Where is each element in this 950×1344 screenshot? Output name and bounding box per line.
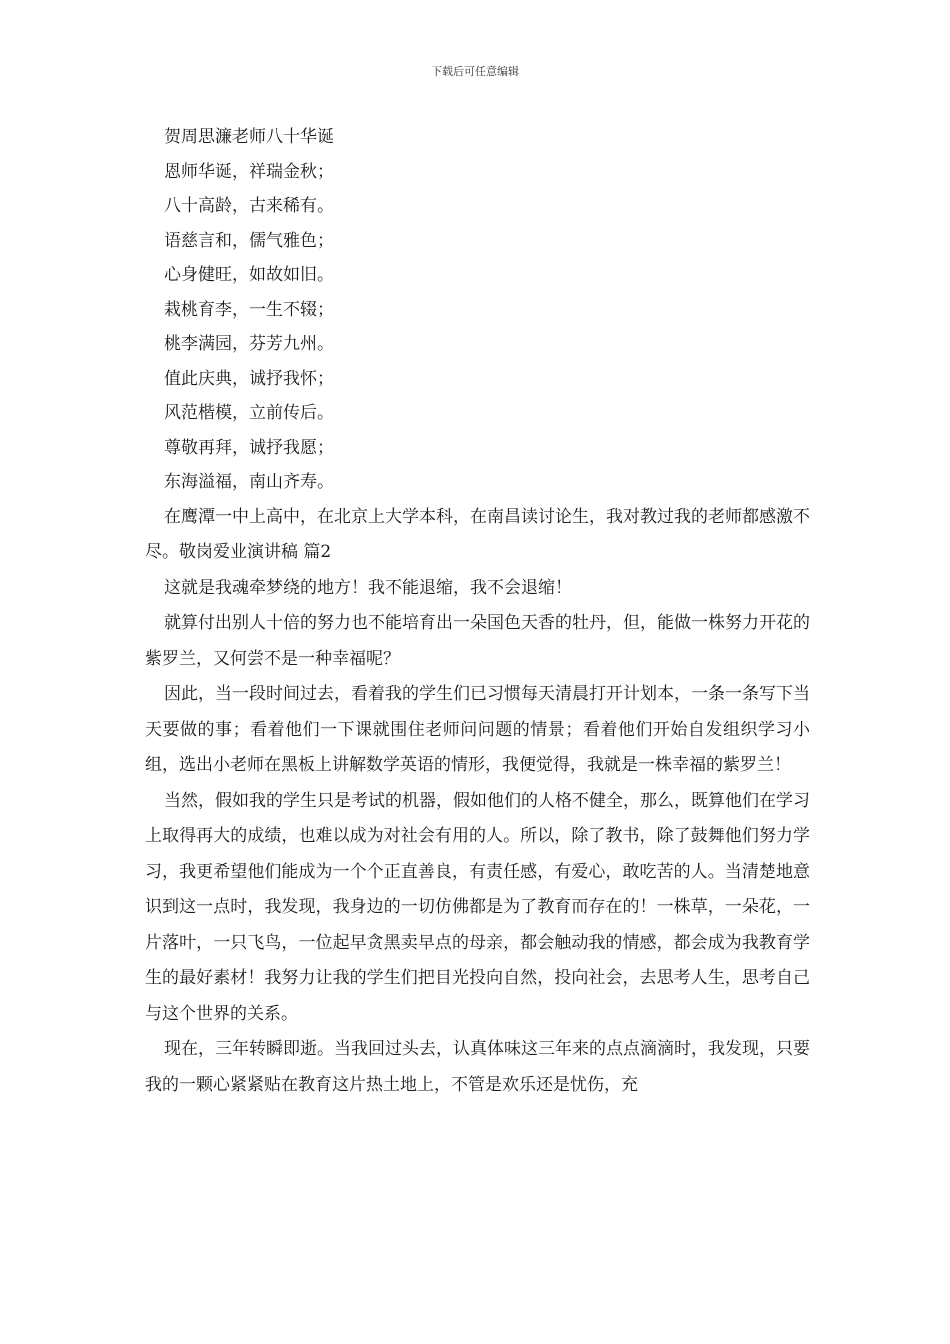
paragraph: 现在，三年转瞬即逝。当我回过头去，认真体味这三年来的点点滴滴时，我发现，只要我的一颗心紧紧贴在教育这片热土地上，不管是欢乐还是忧伤，充 (145, 1039, 810, 1095)
poem-line: 风范楷模，立前传后。 (164, 403, 334, 423)
paragraph: 因此，当一段时间过去，看着我的学生们已习惯每天清晨打开计划本，一条一条写下当天要做的事；看着他们一下课就围住老师问问题的情景；看着他们开始自发组织学习小组，选出小老师在黑板上讲解数学英语的情形，我便觉得，我就是一株幸福的紫罗兰！ (145, 684, 810, 775)
poem-line: 尊敬再拜，诚抒我愿； (164, 437, 334, 458)
poem-line: 心身健旺，如故如旧。 (164, 265, 334, 285)
poem-title: 贺周思濂老师八十华诞 (164, 127, 334, 147)
poem-line: 栽桃育李，一生不辍； (164, 299, 334, 320)
poem-line: 东海溢福，南山齐寿。 (164, 472, 334, 492)
poem-line: 恩师华诞，祥瑞金秋； (164, 161, 334, 182)
poem-line: 桃李满园，芬芳九州。 (164, 334, 334, 354)
poem-line: 八十高龄，古来稀有。 (164, 196, 334, 216)
poem-line: 语慈言和，儒气雅色； (164, 230, 334, 251)
paragraph: 这就是我魂牵梦绕的地方！我不能退缩，我不会退缩！ (164, 577, 572, 598)
paragraph: 当然，假如我的学生只是考试的机器，假如他们的人格不健全，那么，既算他们在学习上取得再大的成绩，也难以成为对社会有用的人。所以，除了教书，除了鼓舞他们努力学习，我更希望他们能成为一个个正直善良，有责任感，有爱心，敢吃苦的人。当清楚地意识到这一点时，我发现，我身边的一切仿佛都是为了教育而存在的！一株草，一朵花，一片落叶，一只飞鸟，一位起早贪黑卖早点的母亲，都会触动我的情感，都会成为我教育学生的最好素材！我努力让我的学生们把目光投向自然，投向社会，去思考人生，思考自己与这个世界的关系。 (145, 790, 810, 1024)
page-header: 下载后可任意编辑 (431, 65, 519, 78)
paragraph: 就算付出别人十倍的努力也不能培育出一朵国色天香的牡丹，但，能做一株努力开花的紫罗兰，又何尝不是一种幸福呢？ (145, 613, 810, 669)
poem-block (145, 120, 810, 500)
document-body (145, 120, 810, 1103)
paragraph: 在鹰潭一中上高中，在北京上大学本科，在南昌读讨论生，我对教过我的老师都感激不尽。敬岗爱业演讲稿 篇2 (145, 506, 810, 562)
poem-line: 值此庆典，诚抒我怀； (164, 368, 334, 389)
